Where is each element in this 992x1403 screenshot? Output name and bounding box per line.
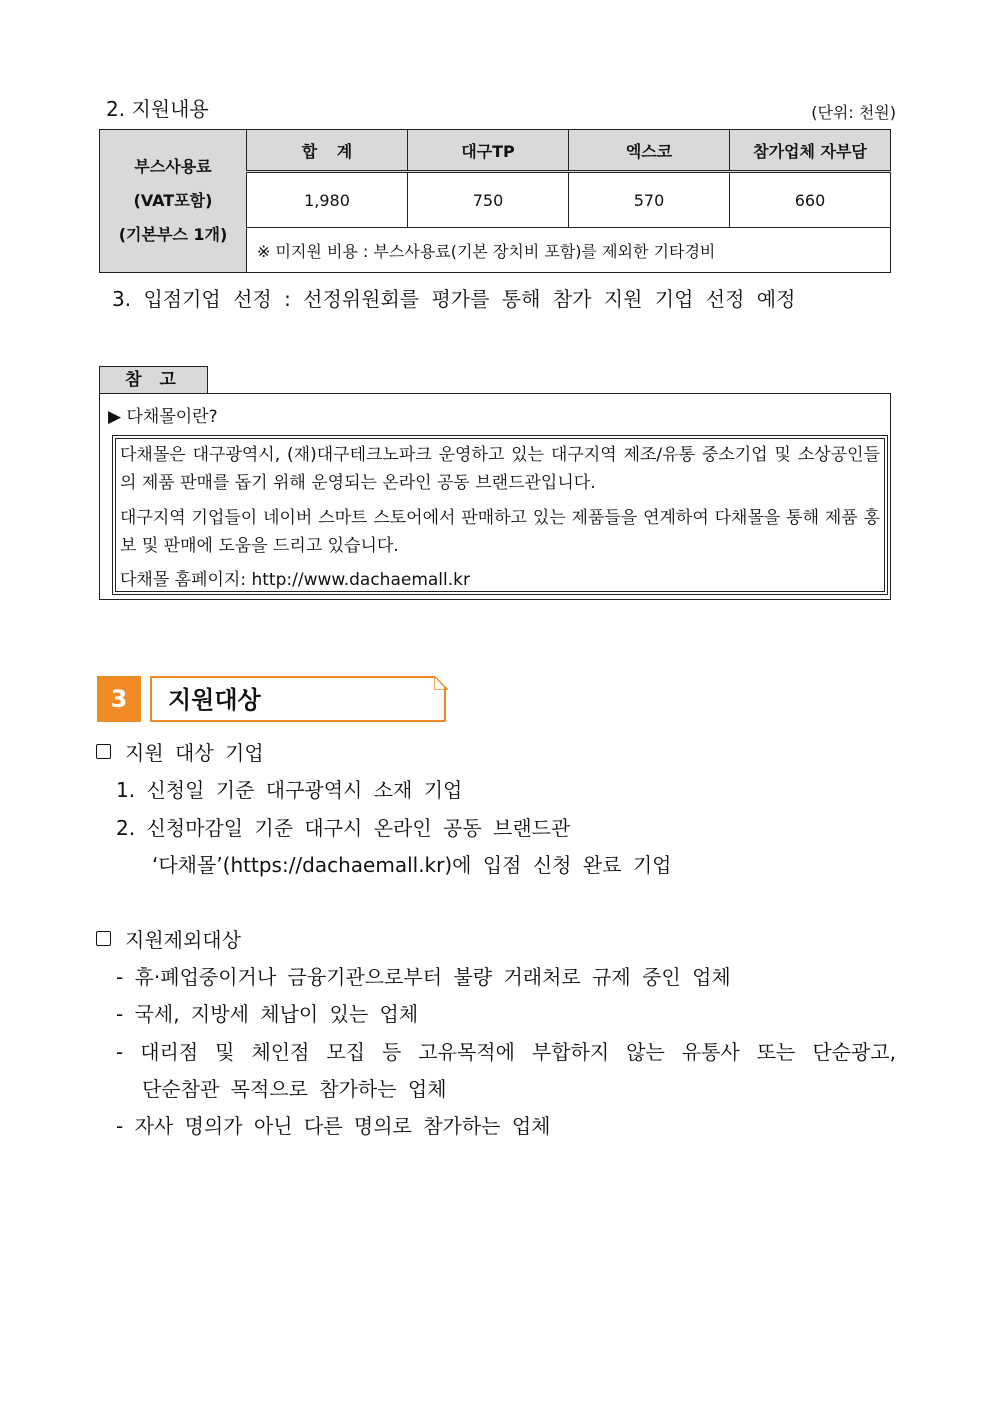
row-header-line: (기본부스 1개) [118, 225, 228, 244]
value-daegu-tp: 750 [408, 172, 569, 228]
section-number-badge: 3 [97, 676, 141, 722]
exclusion-item-1: - 휴·폐업중이거나 금융기관으로부터 불량 거래처로 규제 중인 업체 [116, 965, 731, 989]
reference-paragraph-2: 대구지역 기업들이 네이버 스마트 스토어에서 판매하고 있는 제품들을 연계하여 다채몰을 통해 제품 홍보 및 판매에 도움을 드리고 있습니다. [120, 508, 880, 556]
row-header-line: 부스사용료 [134, 157, 212, 176]
reference-tab: 참 고 [99, 366, 208, 393]
reference-homepage: 다채몰 홈페이지: http://www.dachaemall.kr [120, 570, 470, 590]
exclusion-heading [96, 924, 241, 953]
column-header-self-pay: 참가업체 자부담 [730, 130, 891, 172]
checkbox-bullet-icon [96, 744, 111, 759]
target-heading-text: 지원 대상 기업 [125, 741, 264, 765]
value-total: 1,980 [247, 172, 408, 228]
folded-corner-icon [434, 676, 448, 690]
unsupported-cost-note: ※ 미지원 비용 : 부스사용료(기본 장치비 포함)를 제외한 기타경비 [247, 228, 891, 273]
unit-label: (단위: 천원) [811, 103, 896, 122]
target-item-2-continued: ‘다채몰’(https://dachaemall.kr)에 입점 신청 완료 기업 [152, 853, 672, 877]
exclusion-item-4: - 자사 명의가 아닌 다른 명의로 참가하는 업체 [116, 1114, 551, 1138]
booth-fee-table [99, 129, 891, 273]
exclusion-heading-text: 지원제외대상 [125, 928, 241, 952]
checkbox-bullet-icon [96, 931, 111, 946]
row-header-line: (VAT포함) [133, 191, 213, 210]
booth-fee-row-header [100, 130, 247, 273]
target-item-2: 2. 신청마감일 기준 대구시 온라인 공동 브랜드관 [116, 816, 571, 840]
column-header-daegu-tp: 대구TP [408, 130, 569, 172]
exclusion-item-3: - 대리점 및 체인점 모집 등 고유목적에 부합하지 않는 유통사 또는 단순광고, [116, 1040, 896, 1064]
target-heading [96, 737, 264, 766]
exclusion-item-2: - 국세, 지방세 체납이 있는 업체 [116, 1002, 419, 1026]
exclusion-item-3-continued: 단순참관 목적으로 참가하는 업체 [142, 1077, 447, 1101]
reference-question: ▶ 다채몰이란? [108, 407, 218, 427]
column-header-exco: 엑스코 [569, 130, 730, 172]
reference-paragraph-1: 다채몰은 대구광역시, (재)대구테크노파크 운영하고 있는 대구지역 제조/유통 중소기업 및 소상공인들의 제품 판매를 돕기 위해 운영되는 온라인 공동 브랜드관입니다. [120, 445, 880, 493]
column-header-total: 합 계 [247, 130, 408, 172]
support-content-heading: 2. 지원내용 [106, 97, 209, 121]
section-title: 지원대상 [150, 676, 446, 722]
value-exco: 570 [569, 172, 730, 228]
value-self-pay: 660 [730, 172, 891, 228]
target-item-1: 1. 신청일 기준 대구광역시 소재 기업 [116, 778, 463, 802]
selection-line: 3. 입점기업 선정 : 선정위원회를 평가를 통해 참가 지원 기업 선정 예정 [112, 287, 796, 311]
